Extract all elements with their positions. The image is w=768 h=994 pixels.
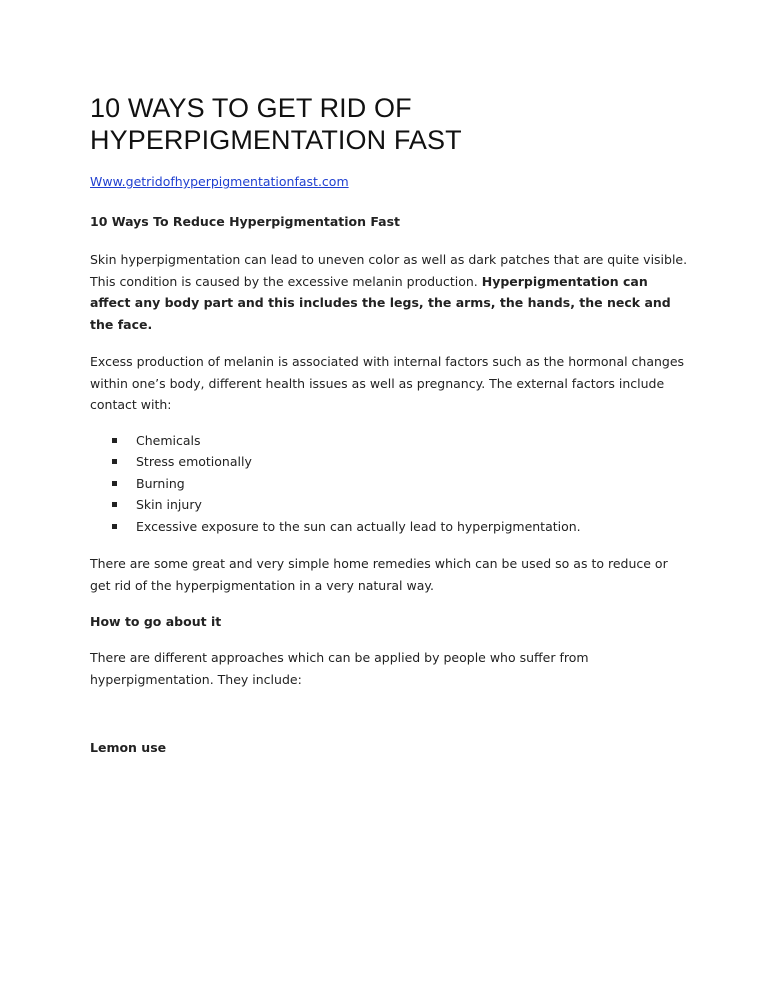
- bullet-square-icon: [112, 481, 117, 486]
- bullet-square-icon: [112, 502, 117, 507]
- list-item-text: Skin injury: [136, 497, 202, 512]
- section-heading-lemon: Lemon use: [90, 740, 167, 755]
- external-factors-list: [90, 430, 690, 538]
- list-item-text: Chemicals: [136, 432, 201, 448]
- list-item: [90, 473, 690, 495]
- paragraph-remedies: There are some great and very simple home remedies which can be used so as to reduce or get rid of the hyperpigmentation in a very natural way.: [90, 556, 668, 593]
- bullet-square-icon: [112, 438, 117, 443]
- paragraph-intro-bold: Hyperpigmentation can affect any body part and this includes the legs, the arms, the hands, the neck and the face.: [90, 273, 671, 332]
- subheading: 10 Ways To Reduce Hyperpigmentation Fast: [90, 214, 401, 229]
- website-link[interactable]: Www.getridofhyperpigmentationfast.com: [90, 174, 349, 189]
- list-item-text: Burning: [136, 475, 185, 491]
- bullet-square-icon: [112, 459, 117, 464]
- section-heading-how: How to go about it: [90, 614, 222, 629]
- list-item: [90, 430, 690, 452]
- paragraph-approaches: There are different approaches which can be applied by people who suffer from hyperpigmentation. They include:: [90, 650, 589, 687]
- title-line-2: HYPERPIGMENTATION FAST: [90, 125, 462, 155]
- title-line-1: 10 WAYS TO GET RID OF: [90, 93, 412, 123]
- paragraph-melanin: Excess production of melanin is associated with internal factors such as the hormonal changes within one’s body, different health issues as well as pregnancy. The external factors include contact with:: [90, 354, 685, 412]
- list-item-text: Excessive exposure to the sun can actually lead to hyperpigmentation.: [136, 518, 581, 534]
- paragraph-intro: [90, 249, 690, 335]
- bullet-square-icon: [112, 524, 117, 529]
- list-item: [90, 451, 690, 473]
- list-item: [90, 516, 690, 538]
- paragraph-intro-plain: Skin hyperpigmentation can lead to uneven color as well as dark patches that are quite visible. This condition is caused by the excessive melanin production.: [90, 252, 688, 289]
- document-page: [90, 92, 690, 755]
- list-item-text: Stress emotionally: [136, 454, 252, 469]
- document-title: [90, 92, 690, 156]
- list-item: [90, 494, 690, 516]
